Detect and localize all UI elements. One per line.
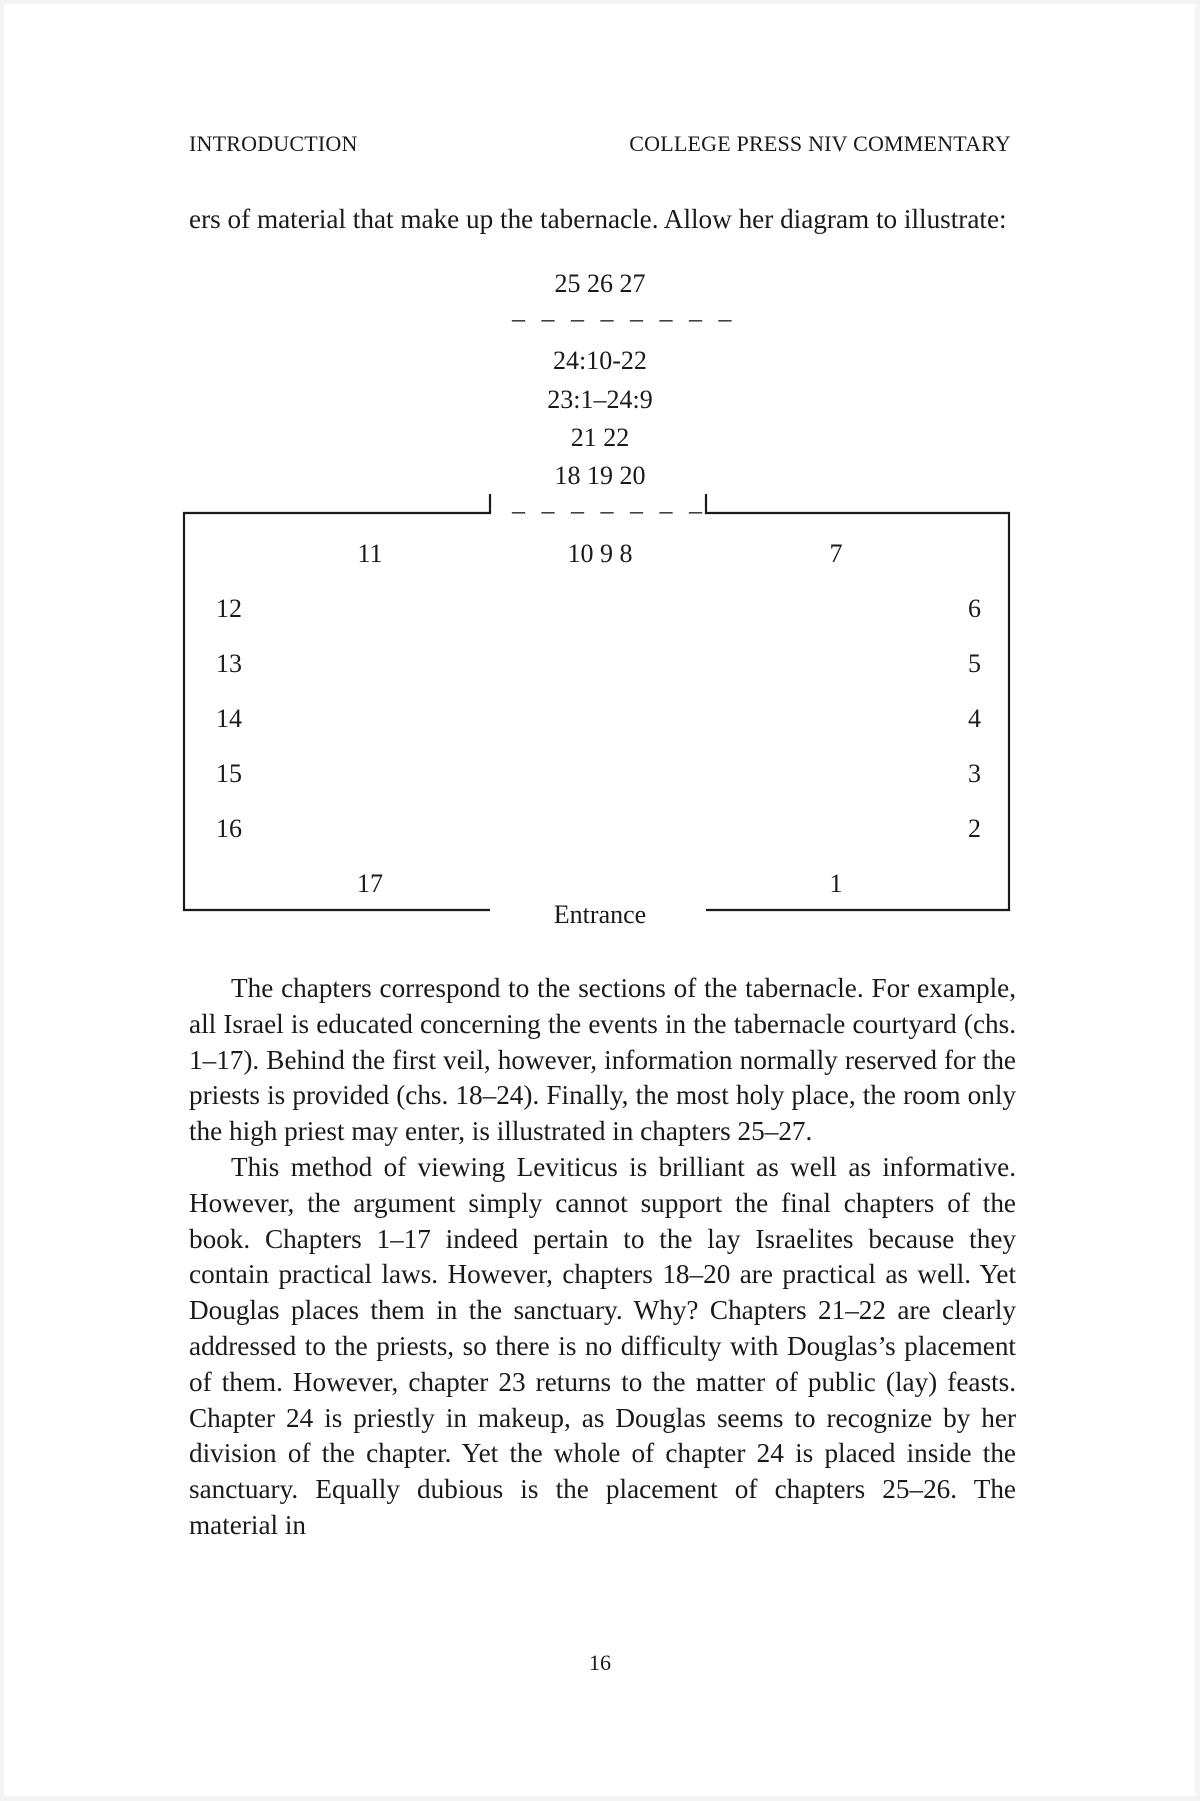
intro-text: ers of material that make up the tabernacle. Allow her diagram to illustrate:	[189, 204, 1007, 234]
sanctuary-line-3: 21 22	[570, 423, 630, 452]
page-number: 16	[589, 1650, 611, 1675]
right-label: 6	[968, 594, 981, 623]
outline-left-wall	[184, 494, 490, 910]
left-label: 13	[216, 649, 242, 678]
sanctuary-line-2: 23:1–24:9	[547, 385, 653, 414]
tabernacle-diagram	[4, 4, 1195, 964]
outer-veil-line: – – – – – – – –	[512, 496, 737, 525]
outline-right-wall	[706, 494, 1009, 910]
right-label: 4	[968, 704, 981, 733]
left-label: 15	[216, 759, 242, 788]
left-label: 12	[216, 594, 242, 623]
courtyard-label-11: 11	[357, 539, 383, 568]
courtyard-label-7: 7	[829, 539, 843, 568]
holy-of-holies-chapters: 25 26 27	[554, 269, 646, 298]
left-label: 16	[216, 814, 242, 843]
inner-veil-line: – – – – – – – –	[512, 304, 737, 333]
running-header-left: INTRODUCTION	[189, 131, 358, 156]
right-label: 3	[968, 759, 981, 788]
sanctuary-line-4: 18 19 20	[554, 461, 646, 490]
entrance-label: Entrance	[553, 900, 647, 929]
book-page	[4, 4, 1195, 1796]
paragraph-2: This method of viewing Leviticus is brilliant as well as informative. However, the argument simply cannot support the final chapters of the book. Chapters 1–17 indeed pertain to the lay Israelites because they contain practical laws. However, chapters 18–20 are practical as well. Yet Douglas places them in the sanctuary. Why? Chapters 21–22 are clearly addressed to the priests, so there is no difficulty with Douglas’s placement of them. However, chapter 23 returns to the matter of public (lay) feasts. Chapter 24 is priestly in makeup, as Douglas seems to recognize by her division of the chapter. Yet the whole of chapter 24 is placed inside the sanctuary. Equally dubious is the placement of chapters 25–26. The material in	[189, 1151, 1016, 1540]
courtyard-label-1: 1	[829, 869, 843, 898]
paragraph-1: The chapters correspond to the sections of the tabernacle. For example, all Israel is educated concerning the events in the tabernacle courtyard (chs. 1–17). Behind the first veil, however, information normally reserved for the priests is provided (chs. 18–24). Finally, the most holy place, the room only the high priest may enter, is illustrated in chapters 25–27.	[189, 973, 1016, 1147]
courtyard-label-17: 17	[357, 869, 383, 898]
body-paragraphs	[189, 971, 1016, 1544]
running-header-right: COLLEGE PRESS NIV COMMENTARY	[629, 131, 1011, 156]
left-label: 14	[216, 704, 242, 733]
right-label: 2	[968, 814, 981, 843]
courtyard-labels-10-9-8: 10 9 8	[567, 539, 633, 568]
right-label: 5	[968, 649, 981, 678]
sanctuary-line-1: 24:10-22	[553, 346, 647, 375]
